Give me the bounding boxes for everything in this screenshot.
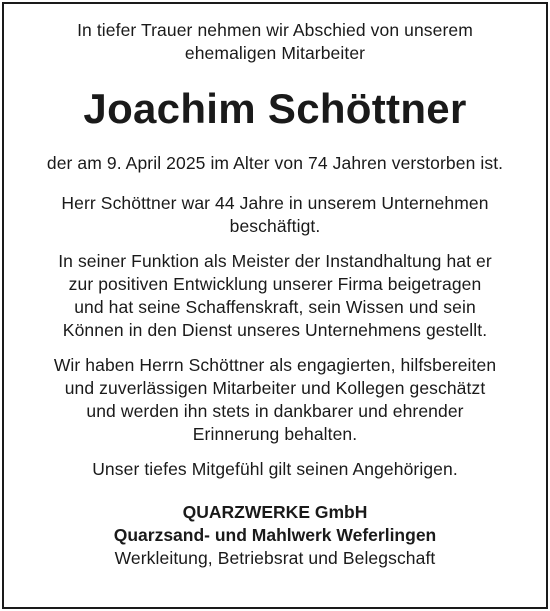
paragraph-line: und hat seine Schaffenskraft, sein Wissen und sein <box>74 297 476 317</box>
paragraph-line: Erinnerung behalten. <box>192 424 358 444</box>
intro-block <box>0 0 550 65</box>
paragraph-line: Herr Schöttner war 44 Jahre in unserem Unternehmen <box>61 193 489 213</box>
paragraph-line: beschäftigt. <box>229 216 321 236</box>
plant-name: Quarzsand- und Mahlwerk Weferlingen <box>113 525 437 545</box>
paragraph-line: In seiner Funktion als Meister der Instandhaltung hat er <box>58 251 492 271</box>
intro-line-2: ehemaligen Mitarbeiter <box>184 43 366 63</box>
paragraph-tenure <box>0 192 550 238</box>
closing-block <box>0 458 550 481</box>
paragraph-line: und zuverlässigen Mitarbeiter und Kollegen geschätzt <box>64 378 486 398</box>
deceased-name: Joachim Schöttner <box>83 85 467 132</box>
paragraph-line: und werden ihn stets in dankbarer und ehrender <box>86 401 464 421</box>
paragraph-line: Wir haben Herrn Schöttner als engagierten, hilfsbereiten <box>53 355 497 375</box>
company-name: QUARZWERKE GmbH <box>182 502 368 522</box>
paragraph-line: Können in den Dienst unseres Unternehmens gestellt. <box>62 320 488 340</box>
paragraph-role <box>0 250 550 342</box>
paragraph-line: zur positiven Entwicklung unserer Firma beigetragen <box>68 274 482 294</box>
death-notice <box>0 152 550 175</box>
signature-block <box>0 501 550 570</box>
death-notice-text: der am 9. April 2025 im Alter von 74 Jahren verstorben ist. <box>46 153 504 173</box>
senders-line: Werkleitung, Betriebsrat und Belegschaft <box>114 548 436 568</box>
paragraph-appreciation <box>0 354 550 446</box>
intro-line-1: In tiefer Trauer nehmen wir Abschied von unserem <box>77 20 473 40</box>
condolence-text: Unser tiefes Mitgefühl gilt seinen Angehörigen. <box>92 459 458 479</box>
